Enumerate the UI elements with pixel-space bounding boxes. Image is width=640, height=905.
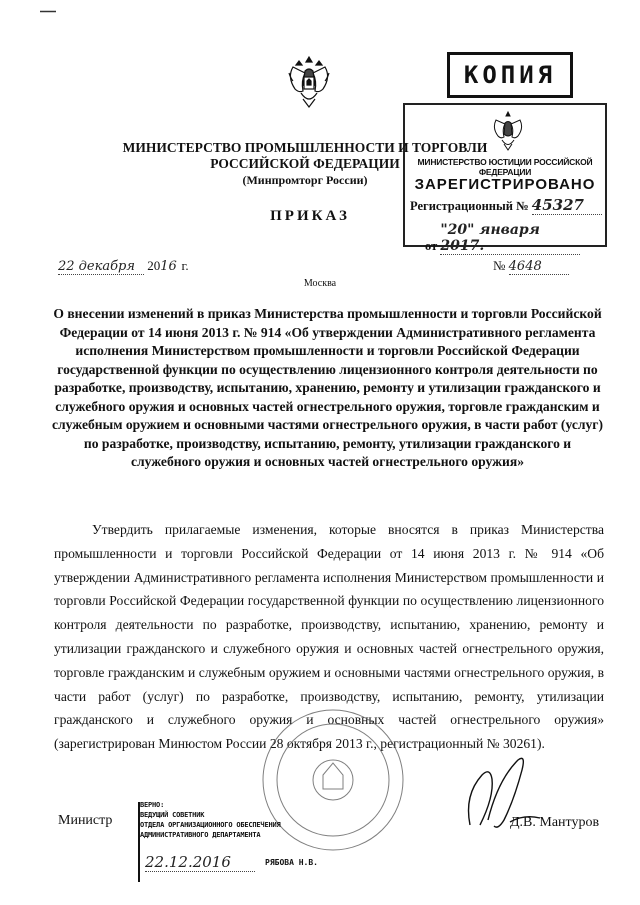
registration-number-line bbox=[410, 196, 602, 215]
order-date-year-prefix: 20 bbox=[147, 258, 161, 273]
order-title: О внесении изменений в приказ Министерства промышленности и торговли Российской Федерации от 14 июня 2013 г. № 914 «Об утверждении Административного регламента исполнения Министерством промышленности и торговли Российской Федерации государственной функции по осуществлению лицензионного контроля деятельности по разработке, производству, испытанию, хранению, ремонту и утилизации гражданского и служебного оружия и основных частей огнестрельного оружия, торговле гражданским и служебным оружием и основными частями огнестрельного оружия, в части работ (услуг) по разработке, производству, испытанию, ремонту, утилизации гражданского и служебного оружия и основных частей огнестрельного оружия» bbox=[52, 306, 603, 469]
registration-number-value: 45327 bbox=[532, 196, 602, 215]
registration-agency: МИНИСТЕРСТВО ЮСТИЦИИ РОССИЙСКОЙ ФЕДЕРАЦИИ bbox=[417, 157, 593, 177]
ministry-short-name: (Минпромторг России) bbox=[242, 173, 368, 187]
order-number-label: № bbox=[493, 258, 506, 273]
order-number-handwritten: 4648 bbox=[509, 259, 569, 275]
order-number bbox=[493, 258, 569, 275]
ministry-name-line1: МИНИСТЕРСТВО ПРОМЫШЛЕННОСТИ И ТОРГОВЛИ bbox=[122, 140, 488, 155]
coat-of-arms-icon bbox=[285, 53, 333, 113]
registration-date-value: "20" января 2017. bbox=[440, 222, 580, 255]
order-date-handwritten: 22 декабря bbox=[58, 259, 144, 275]
order-date-suffix: г. bbox=[181, 258, 189, 273]
ministry-name-line2: РОССИЙСКОЙ ФЕДЕРАЦИИ bbox=[210, 156, 400, 171]
registration-date-prefix: от bbox=[425, 239, 438, 253]
certification-date bbox=[145, 853, 255, 872]
certification-name: РЯБОВА Н.В. bbox=[265, 858, 318, 867]
document-type: ПРИКАЗ bbox=[270, 208, 350, 224]
city: Москва bbox=[303, 278, 337, 289]
registration-number-label: Регистрационный № bbox=[410, 199, 529, 213]
order-date bbox=[58, 258, 189, 275]
certification-stamp bbox=[140, 800, 345, 890]
certification-line3: ОТДЕЛА ОРГАНИЗАЦИОННОГО ОБЕСПЕЧЕНИЯ bbox=[140, 821, 281, 829]
signatory-position: Министр bbox=[58, 813, 113, 828]
certification-line4: АДМИНИСТРАТИВНОГО ДЕПАРТАМЕНТА bbox=[140, 831, 261, 839]
copy-stamp: КОПИЯ bbox=[447, 52, 573, 98]
certification-line1: ВЕРНО: bbox=[140, 801, 165, 809]
order-body: Утвердить прилагаемые изменения, которые вносятся в приказ Министерства промышленности и торговли Российской Федерации от 14 июня 2013 г. № 914 «Об утверждении Административного регламента исполнения Министерством промышленности и торговли Российской Федерации государственной функции по осуществлению лицензионного контроля деятельности по разработке, производству, испытанию, хранению, ремонту и утилизации гражданского и служебного оружия и основных частей огнестрельного оружия, торговле гражданским и служебным оружием и основными частями огнестрельного оружия, в части работ (услуг) по разработке, производству, испытанию, ремонту, утилизации гражданского и служебного оружия и основных частей огнестрельного оружия» (зарегистрирован Минюстом России 28 октября 2013 г., регистрационный № 30261). bbox=[54, 522, 604, 752]
registration-date-line bbox=[425, 222, 580, 255]
ministry-header bbox=[100, 140, 510, 188]
corner-mark bbox=[40, 10, 56, 13]
certification-line2: ВЕДУЩИЙ СОВЕТНИК bbox=[140, 811, 205, 819]
certification-date-hand: 22.12.2016 bbox=[145, 853, 255, 872]
order-date-year-hand: 16 bbox=[160, 259, 177, 274]
signatory-name: Д.В. Мантуров bbox=[510, 815, 600, 830]
registration-status: ЗАРЕГИСТРИРОВАНО bbox=[414, 176, 596, 193]
